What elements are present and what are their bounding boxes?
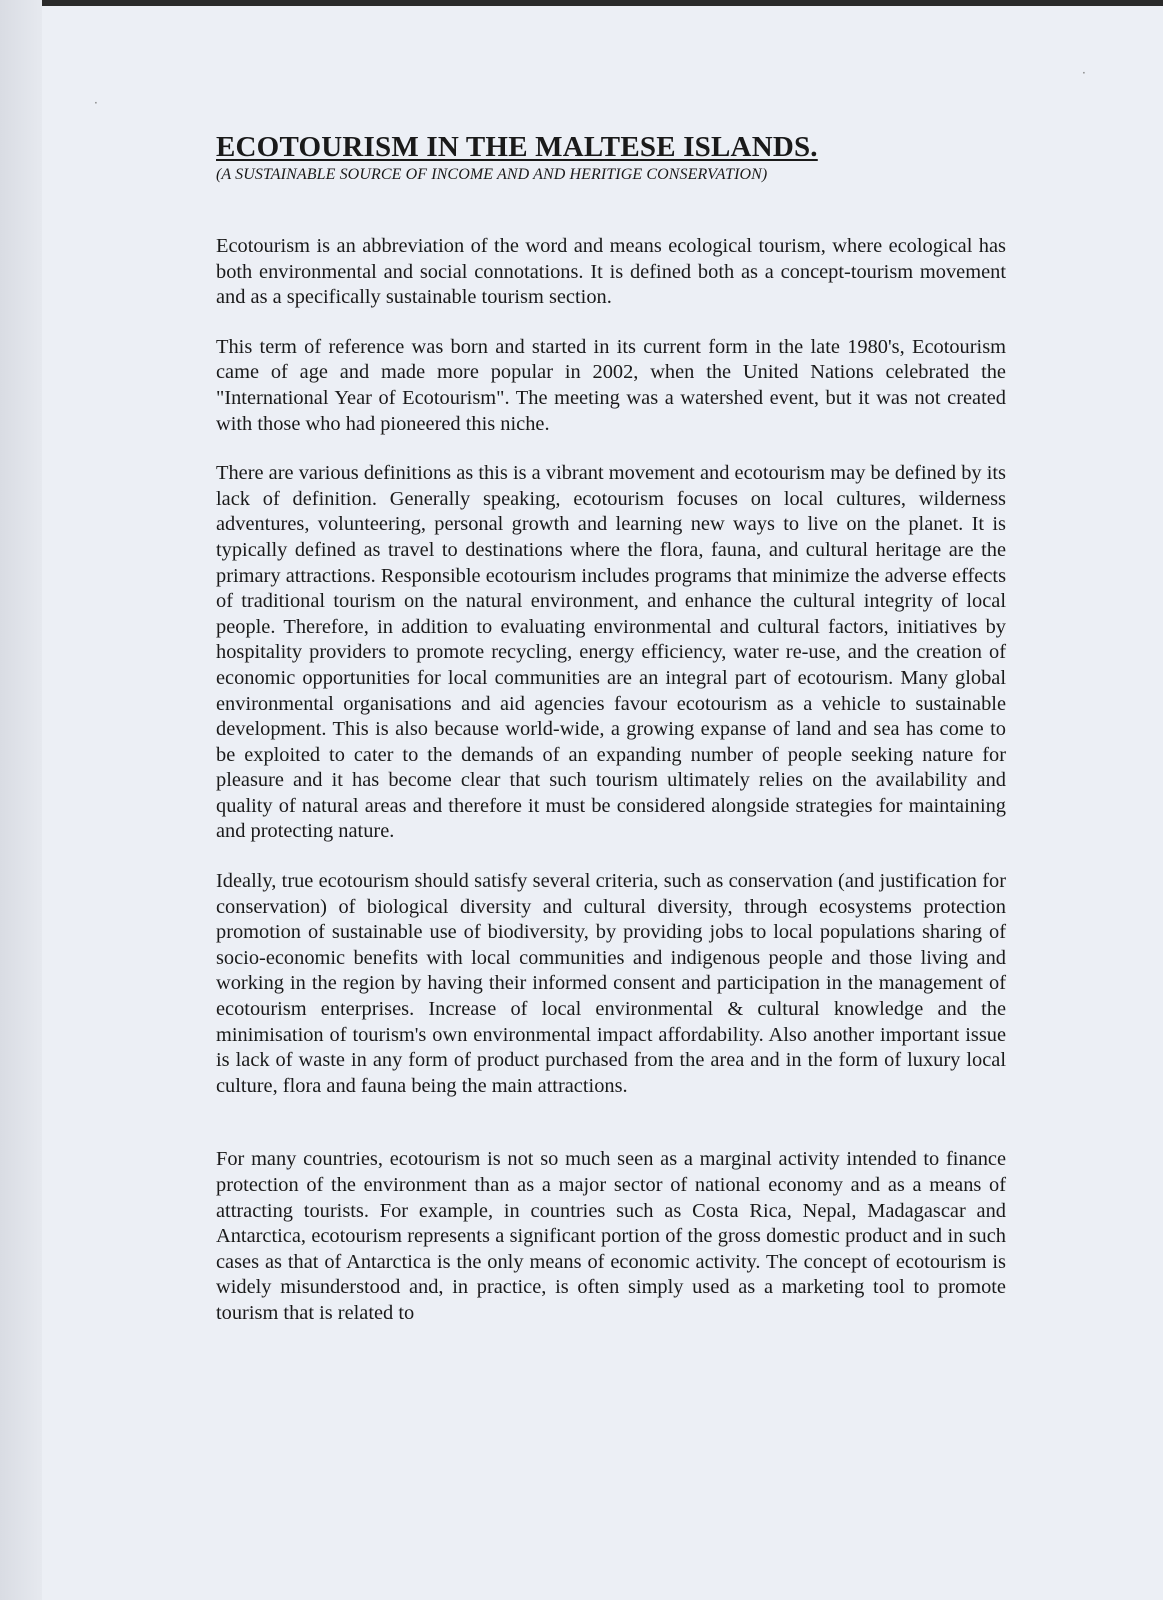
- paragraph-countries: For many countries, ecotourism is not so much seen as a marginal activity intended to finance protection of the environment than as a major sector of national economy and as a means of attracting tourists. For example, in countries such as Costa Rica, Nepal, Madagascar and Antarctica, ecotourism represents a significant portion of the gross domestic product and in such cases as that of Antarctica is the only means of economic activity. The concept of ecotourism is widely misunderstood and, in practice, is often simply used as a marketing tool to promote tourism that is related to: [216, 1148, 1006, 1324]
- paragraph-definitions: There are various definitions as this is a vibrant movement and ecotourism may be defined by its lack of definition. Generally speaking, ecotourism focuses on local cultures, wilderness adventures, volunteering, personal growth and learning new ways to live on the planet. It is typically defined as travel to destinations where the flora, fauna, and cultural heritage are the primary attractions. Responsible ecotourism includes programs that minimize the adverse effects of traditional tourism on the natural environment, and enhance the cultural integrity of local people. Therefore, in addition to evaluating environmental and cultural factors, initiatives by hospitality providers to promote recycling, energy efficiency, water re-use, and the creation of economic opportunities for local communities are an integral part of ecotourism. Many global environmental organisations and aid agencies favour ecotourism as a vehicle to sustainable development. This is also because world-wide, a growing expanse of land and sea has come to be exploited to cater to the demands of an expanding number of people seeking nature for pleasure and it has become clear that such tourism ultimately relies on the availability and quality of natural areas and therefore it must be considered alongside strategies for maintaining and protecting nature.: [216, 462, 1006, 843]
- scan-speck-mark: ·: [94, 96, 98, 110]
- paragraph-history: This term of reference was born and started in its current form in the late 1980's, Ecotourism came of age and made more popular in 2002, when the United Nations celebrated the "International Year of Ecotourism". The meeting was a watershed event, but it was not created with those who had pioneered this niche.: [216, 335, 1006, 435]
- document-subtitle: (A SUSTAINABLE SOURCE OF INCOME AND AND HERITIGE CONSERVATION): [216, 166, 768, 183]
- scan-left-edge: [0, 0, 42, 1600]
- paragraph-criteria: Ideally, true ecotourism should satisfy several criteria, such as conservation (and justification for conservation) of biological diversity and cultural diversity, through ecosystems protection promotion of sustainable use of biodiversity, by providing jobs to local populations sharing of socio-economic benefits with local communities and indigenous people and those living and working in the region by having their informed consent and participation in the management of ecotourism enterprises. Increase of local environmental & cultural knowledge and the minimisation of tourism's own environmental impact affordability. Also another important issue is lack of waste in any form of product purchased from the area and in the form of luxury local culture, flora and fauna being the main attractions.: [216, 870, 1006, 1097]
- document-body: [216, 130, 1006, 1351]
- document-title: ECOTOURISM IN THE MALTESE ISLANDS.: [216, 131, 818, 163]
- document-text: [216, 234, 1006, 1327]
- scan-speck-mark: ·: [1082, 66, 1086, 80]
- paragraph-definition: Ecotourism is an abbreviation of the word and means ecological tourism, where ecological has both environmental and social connotations. It is defined both as a concept-tourism movement and as a specifically sustainable tourism section.: [216, 235, 1006, 309]
